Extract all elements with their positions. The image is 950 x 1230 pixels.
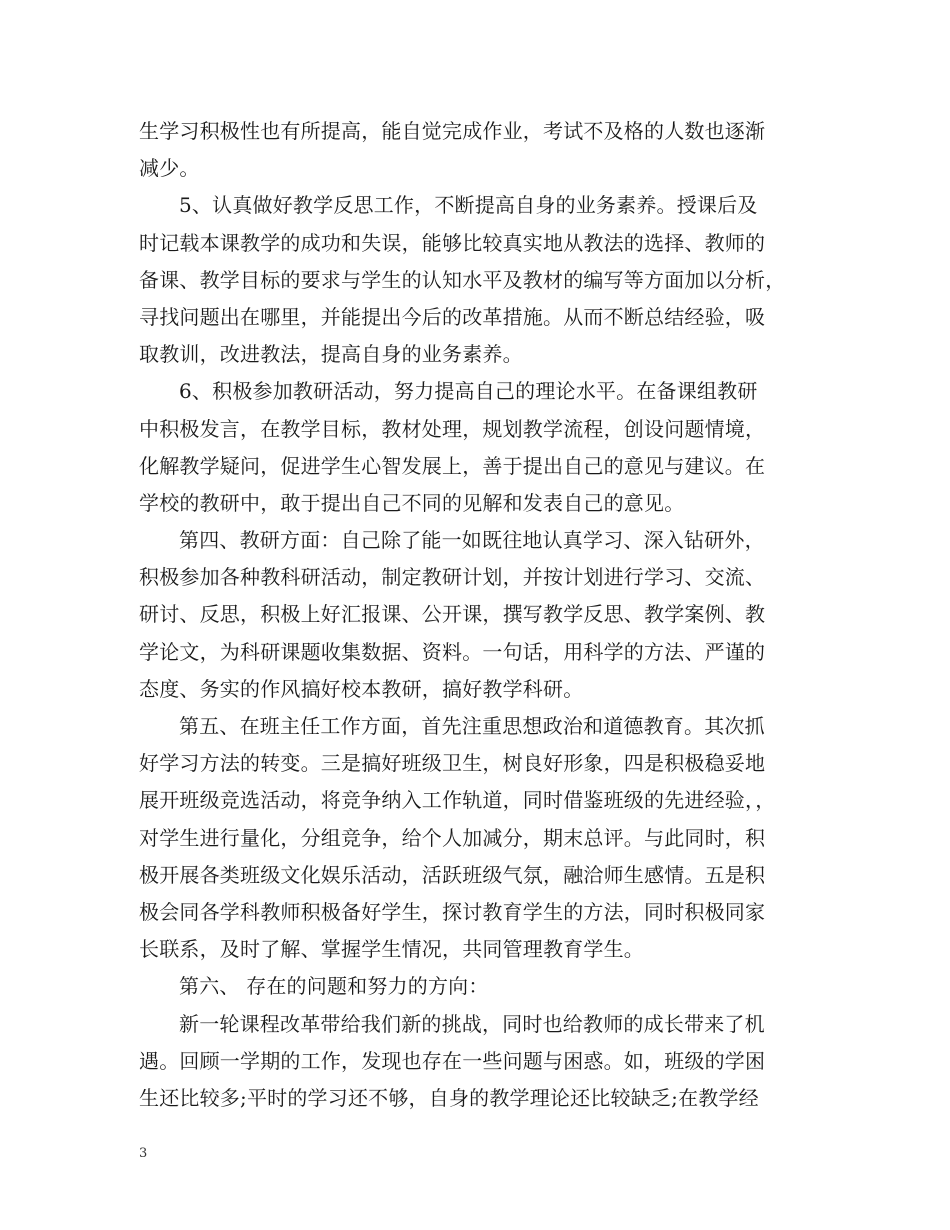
text-line: 时记载本课教学的成功和失误，能够比较真实地从教法的选择、教师的 [139,230,766,255]
text-line: 中积极发言，在教学目标，教材处理，规划教学流程，创设问题情境， [139,416,766,441]
text-line: 化解教学疑问，促进学生心智发展上，善于提出自己的意见与建议。在 [139,453,766,478]
text-line: 态度、务实的作风搞好校本教研，搞好教学科研。 [139,676,584,701]
text-line: 对学生进行量化，分组竞争，给个人加减分，期末总评。与此同时，积 [139,825,766,850]
page-number: 3 [139,1146,148,1161]
text-line: 5、认真做好教学反思工作，不断提高自身的业务素养。授课后及 [179,193,758,218]
text-line: 学校的教研中，敢于提出自己不同的见解和发表自己的意见。 [139,490,685,515]
text-line: 研讨、反思，积极上好汇报课、公开课，撰写教学反思、教学案例、教 [139,602,766,627]
text-line: 第五、在班主任工作方面，首先注重思想政治和道德教育。其次抓 [179,714,765,738]
text-line: 第四、教研方面：自己除了能一如既往地认真学习、深入钻研外， [179,528,765,553]
document-body [139,113,819,1117]
text-line: 生学习积极性也有所提高，能自觉完成作业，考试不及格的人数也逐渐 [139,119,766,143]
text-line: 减少。 [139,156,200,181]
text-line: 好学习方法的转变。三是搞好班级卫生，树良好形象，四是积极稳妥地 [139,751,766,776]
text-line: 极会同各学科教师积极备好学生，探讨教育学生的方法，同时积极同家 [139,899,766,924]
text-line: 遇。回顾一学期的工作，发现也存在一些问题与困惑。如，班级的学困 [139,1048,766,1073]
text-line: 6、积极参加教研活动，努力提高自己的理论水平。在备课组教研 [179,379,758,404]
text-line: 长联系，及时了解、掌握学生情况，共同管理教育学生。 [139,937,644,962]
text-line: 第六、 存在的问题和努力的方向： [179,974,489,999]
text-line: 极开展各类班级文化娱乐活动，活跃班级气氛，融洽师生感情。五是积 [139,862,766,887]
text-line: 备课、教学目标的要求与学生的认知水平及教材的编写等方面加以分析， [139,267,786,292]
text-line: 寻找问题出在哪里，并能提出今后的改革措施。从而不断总结经验，吸 [139,304,766,329]
text-line: 取教训，改进教法，提高自身的业务素养。 [139,342,523,367]
text-line: 学论文，为科研课题收集数据、资料。一句话，用科学的方法、严谨的 [139,639,766,664]
text-line: 展开班级竞选活动，将竞争纳入工作轨道，同时借鉴班级的先进经验，， [139,788,776,813]
text-line: 新一轮课程改革带给我们新的挑战，同时也给教师的成长带来了机 [179,1011,765,1036]
text-line: 生还比较多;平时的学习还不够，自身的教学理论还比较缺乏;在教学经 [139,1085,759,1110]
text-line: 积极参加各种教科研活动，制定教研计划，并按计划进行学习、交流、 [139,565,766,590]
